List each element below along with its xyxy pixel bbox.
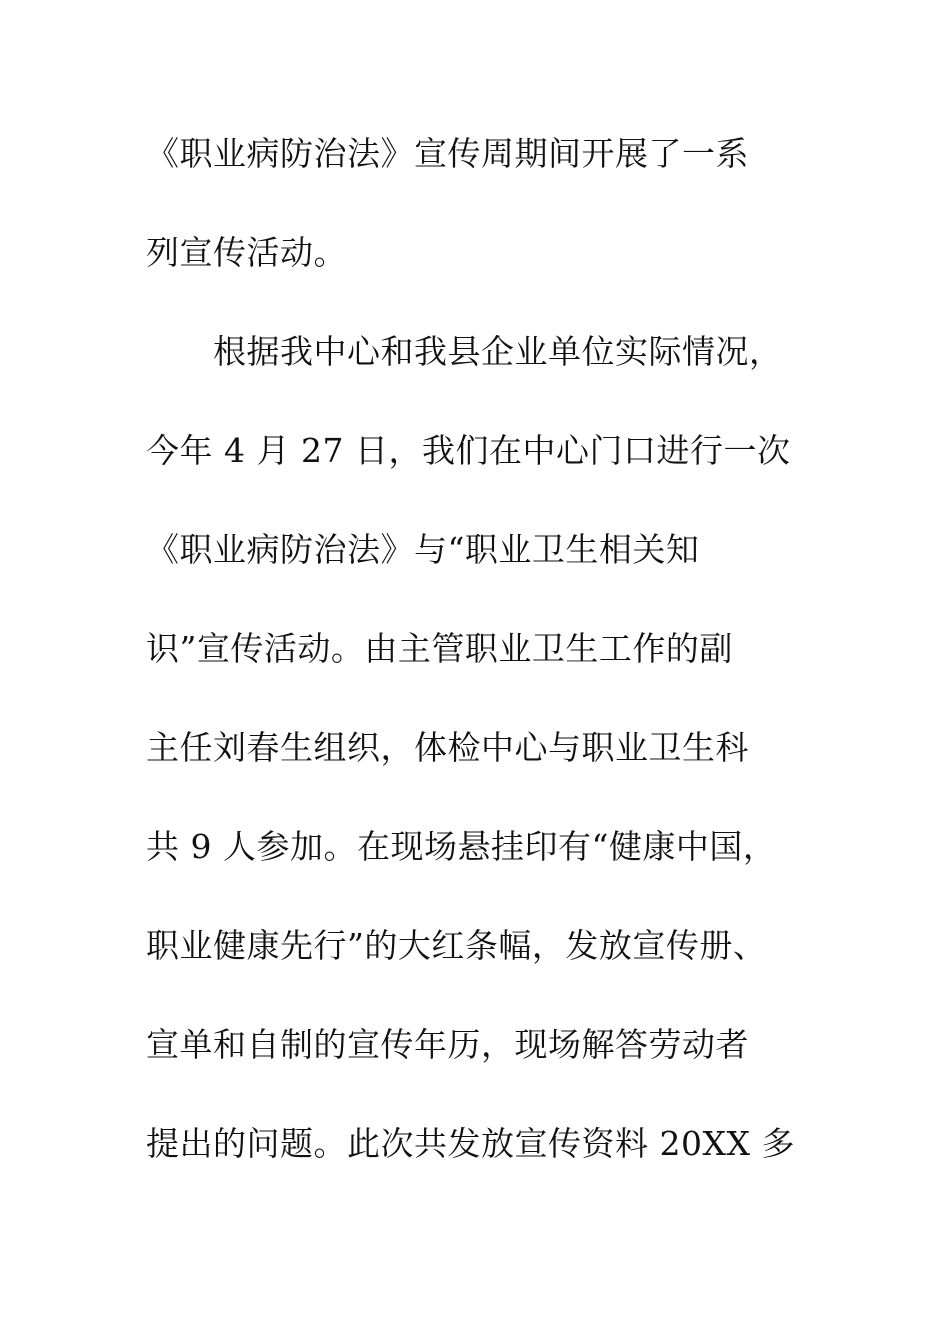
text-line: 主任刘春生组织，体检中心与职业卫生科 bbox=[146, 728, 749, 767]
text-line: 宣单和自制的宣传年历，现场解答劳动者 bbox=[146, 1025, 749, 1064]
text-line: 列宣传活动。 bbox=[146, 233, 347, 272]
text-line: 提出的问题。此次共发放宣传资料 20XX 多 bbox=[146, 1124, 795, 1163]
text-line: 职业健康先行”的大红条幅，发放宣传册、 bbox=[146, 926, 767, 965]
text-line: 共 9 人参加。在现场悬挂印有“健康中国， bbox=[146, 827, 777, 866]
text-line: 《职业病防治法》宣传周期间开展了一系 bbox=[146, 134, 749, 173]
text-line: 根据我中心和我县企业单位实际情况， bbox=[146, 332, 783, 371]
document-body bbox=[146, 126, 806, 1215]
text-line: 今年 4 月 27 日，我们在中心门口进行一次 bbox=[146, 431, 791, 470]
text-line: 识”宣传活动。由主管职业卫生工作的副 bbox=[146, 629, 733, 668]
text-line: 《职业病防治法》与“职业卫生相关知 bbox=[146, 530, 700, 569]
